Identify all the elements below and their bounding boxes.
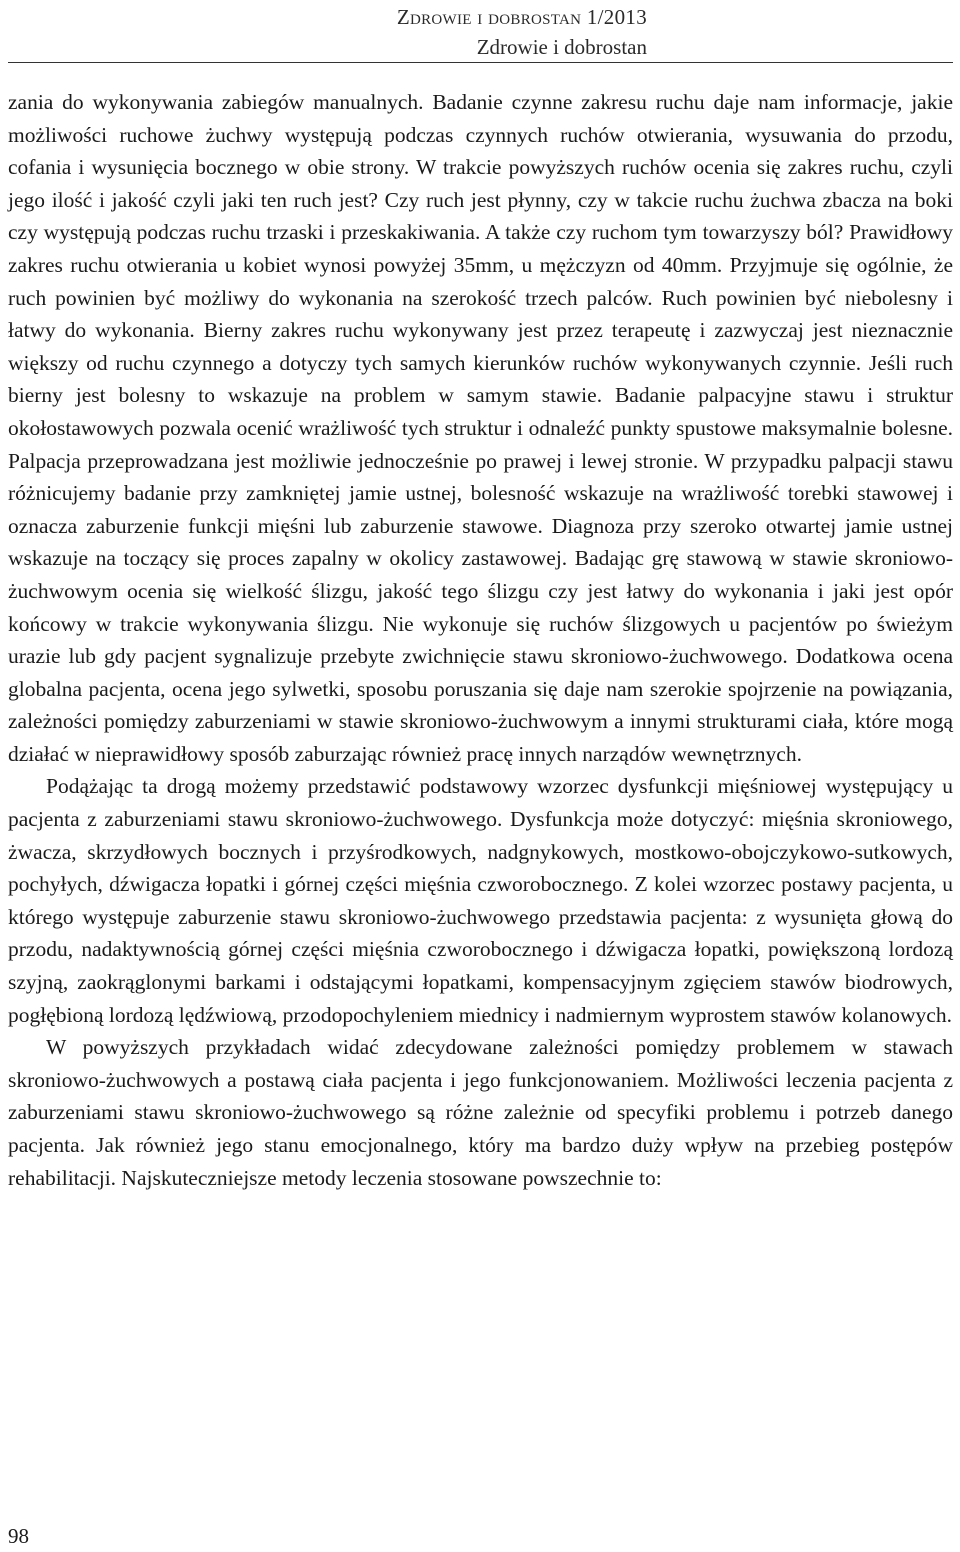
running-header [397,2,647,62]
section-title: Zdrowie i dobrostan [476,35,647,59]
page-number: 98 [8,1524,29,1548]
paragraph-range-of-motion: zania do wykonywania zabiegów manualnych. Badanie czynne zakresu ruchu daje nam informacje, jakie możliwości ruchowe żuchwy występują podczas czynnych ruchów otwierania, wysuwania do przodu, cofania i wysunięcia bocznego w obie strony. W trakcie powyższych ruchów ocenia się zakres ruchu, czyli jego ilość i jakość czyli jaki ten ruch jest? Czy ruch jest płynny, czy w takcie ruchu żuchwa zbacza na boki czy występują podczas ruchu trzaski i przeskakiwania. A także czy ruchom tym towarzyszy ból? Prawidłowy zakres ruchu otwierania u kobiet wynosi powyżej 35mm, u mężczyzn od 40mm. Przyjmuje się ogólnie, że ruch powinien być możliwy do wykonania na szerokość trzech palców. Ruch powinien być niebolesny i łatwy do wykonania. Bierny zakres ruchu wykonywany jest przez terapeutę i zazwyczaj jest nieznacznie większy od ruchu czynnego a dotyczy tych samych kierunków ruchów wykonywanych czynnie. Jeśli ruch bierny jest bolesny to wskazuje na problem w samym stawie. Badanie palpacyjne stawu i struktur okołostawowych pozwala ocenić wrażliwość tych struktur i odnaleźć punkty spustowe maksymalnie bolesne. Palpacja przeprowadzana jest możliwie jednocześnie po prawej i lewej stronie. W przypadku palpacji stawu różnicujemy badanie przy zamkniętej jamie ustnej, bolesność wskazuje na wrażliwość torebki stawowej i oznacza zaburzenie funkcji mięśni lub zaburzenie stawowe. Diagnoza przy szeroko otwartej jamie ustnej wskazuje na toczący się proces zapalny w okolicy zastawowej. Badając grę stawową w stawie skroniowo-żuchwowym ocenia się wielkość ślizgu, jakość tego ślizgu czy jest łatwy do wykonania i jaki jest opór końcowy w trakcie wykonywania ślizgu. Nie wykonuje się ruchów ślizgowych u pacjentów po świeżym urazie lub gdy pacjent sygnalizuje przebyte zwichnięcie stawu skroniowo-żuchwowego. Dodatkowa ocena globalna pacjenta, ocena jego sylwetki, sposobu poruszania się daje nam szerokie spojrzenie na powiązania, zależności pomiędzy zaburzeniami w stawie skroniowo-żuchwowym a innymi strukturami ciała, które mogą działać w nieprawidłowy sposób zaburzając również pracę innych narządów wewnętrznych. [8,90,953,766]
paragraph-muscle-dysfunction: Podążając ta drogą możemy przedstawić podstawowy wzorzec dysfunkcji mięśniowej występujący u pacjenta z zaburzeniami stawu skroniowo-żuchwowego. Dysfunkcja może dotyczyć: mięśnia skroniowego, żwacza, skrzydłowych bocznych i przyśrodkowych, nadgnykowych, mostkowo-obojczykowo-sutkowych, pochyłych, dźwigacza łopatki i górnej części mięśnia czworobocznego. Z kolei wzorzec postawy pacjenta, u którego występuje zaburzenie stawu skroniowo-żuchwowego przedstawia pacjenta: z wysunięta głową do przodu, nadaktywnością górnej części mięśnia czworobocznego i dźwigacza łopatki, powiększoną lordozą szyjną, zaokrąglonymi barkami i odstającymi łopatkami, kompensacyjnym zgięciem stawów biodrowych, pogłębioną lordozą lędźwiową, przodopochyleniem miednicy i nadmiernym wyprostem stawów kolanowych. [8,774,953,1027]
paragraph-treatment: W powyższych przykładach widać zdecydowane zależności pomiędzy problemem w stawach skroniowo-żuchwowych a postawą ciała pacjenta i jego funkcjonowaniem. Możliwości leczenia pacjenta z zaburzeniami stawu skroniowo-żuchwowego są różne zależnie od specyfiki problemu i potrzeb danego pacjenta. Jak również jego stanu emocjonalnego, który ma bardzo duży wpływ na przebieg postępów rehabilitacji. Najskuteczniejsze metody leczenia stosowane powszechnie to: [8,1035,953,1190]
header-divider [8,62,953,63]
journal-title: Zdrowie i dobrostan 1/2013 [396,5,647,29]
article-body [8,86,953,1194]
